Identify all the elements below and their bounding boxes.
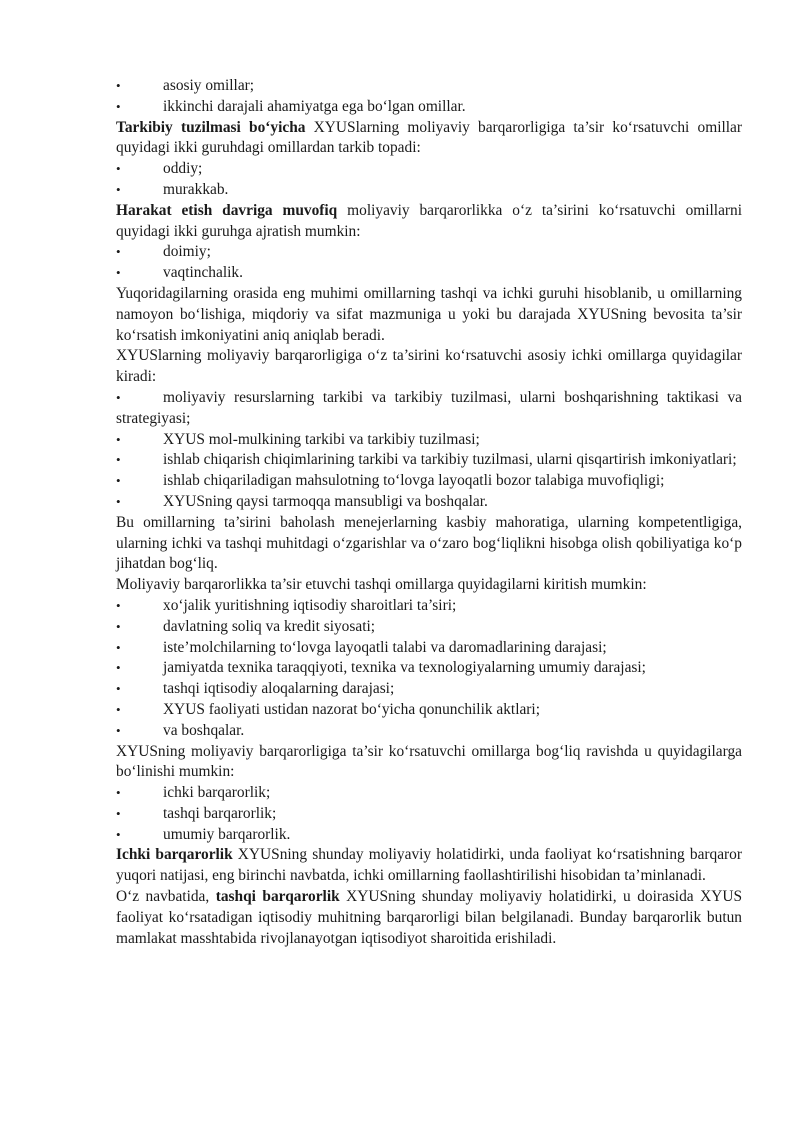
list-item-text: iste’molchilarning to‘lovga layoqatli talabi va daromadlarining darajasi; <box>163 638 607 656</box>
paragraph-bold-term: Ichki barqarorlik <box>116 846 233 864</box>
paragraph <box>116 887 742 949</box>
list-item <box>116 596 742 617</box>
list-item <box>116 804 742 825</box>
bullet-icon: • <box>116 161 121 177</box>
list-item <box>116 263 742 284</box>
bullet-icon: • <box>116 473 121 489</box>
list-item <box>116 617 742 638</box>
paragraph <box>116 845 742 887</box>
bullet-icon: • <box>116 98 121 114</box>
bullet-icon: • <box>116 805 121 821</box>
list-item <box>116 721 742 742</box>
list-item-text: murakkab. <box>163 180 229 198</box>
bullet-icon: • <box>116 785 121 801</box>
paragraph <box>116 346 742 388</box>
bullet-icon: • <box>116 660 121 676</box>
list-item <box>116 492 742 513</box>
bullet-icon: • <box>116 493 121 509</box>
list-item-text: tashqi iqtisodiy aloqalarning darajasi; <box>163 680 395 698</box>
bullet-icon: • <box>116 78 121 93</box>
list-item <box>116 783 742 804</box>
bullet-icon: • <box>116 431 121 447</box>
bullet-icon: • <box>116 265 121 281</box>
paragraph <box>116 284 742 346</box>
list-item-text: XYUS faoliyati ustidan nazorat bo‘yicha qonunchilik aktlari; <box>163 700 540 718</box>
paragraph-text: Moliyaviy barqarorlikka ta’sir etuvchi tashqi omillarga quyidagilarni kiritish mumkin: <box>116 576 647 594</box>
list-item-text: ichki barqarorlik; <box>163 784 271 802</box>
paragraph-text: XYUSning moliyaviy barqarorligiga ta’sir ko‘rsatuvchi omillarga bog‘liq ravishda u quyidagilarga bo‘linishi mumkin: <box>116 742 742 781</box>
list-item-text: XYUS mol-mulkining tarkibi va tarkibiy tuzilmasi; <box>163 430 480 448</box>
paragraph-lead-text: O‘z navbatida, <box>116 888 216 906</box>
list-item-text: va boshqalar. <box>163 721 245 739</box>
bullet-icon: • <box>116 244 121 260</box>
document-page <box>116 76 742 949</box>
paragraph <box>116 118 742 160</box>
list-item <box>116 471 742 492</box>
paragraph-text: Yuqoridagilarning orasida eng muhimi omillarning tashqi va ichki guruhi hisoblanib, u omillarning namoyon bo‘lishiga, miqdoriy va sifat mazmuniga u yoki bu darajada XYUSning bevosita ta’sir ko‘rsatish imkoniyatini aniq aniqlab beradi. <box>116 284 742 344</box>
paragraph-text: XYUSning shunday moliyaviy holatidirki, u doirasida XYUS faoliyat ko‘rsatadigan iqtisodiy muhitning barqarorligi bilan belgilanadi. Bunday barqarorlik butun mamlakat masshtabida rivojlanayotgan iqtisodiyot sharoitida erishiladi. <box>116 888 742 947</box>
list-item <box>116 76 742 97</box>
paragraph <box>116 575 742 596</box>
list-item-text: ikkinchi darajali ahamiyatga ega bo‘lgan omillar. <box>163 97 466 115</box>
list-item <box>116 700 742 721</box>
paragraph-text: XYUSlarning moliyaviy barqarorligiga o‘z ta’sirini ko‘rsatuvchi asosiy ichki omillarga quyidagilar kiradi: <box>116 347 742 386</box>
list-item <box>116 825 742 846</box>
list-item-text: asosiy omillar; <box>163 77 255 94</box>
list-item-text: ishlab chiqarish chiqimlarining tarkibi va tarkibiy tuzilmasi, ularni qisqartirish imkoniyatlari; <box>163 451 737 469</box>
bullet-icon: • <box>116 597 121 613</box>
list-item <box>116 388 742 430</box>
bullet-icon: • <box>116 389 121 405</box>
paragraph <box>116 513 742 575</box>
list-item <box>116 658 742 679</box>
bullet-icon: • <box>116 639 121 655</box>
list-item-text: oddiy; <box>163 160 203 178</box>
paragraph-text: XYUSning shunday moliyaviy holatidirki, unda faoliyat ko‘rsatishning barqaror yuqori natijasi, eng birinchi navbatda, ichki omillarning faollashtirilishi hisobidan ta’minlanadi. <box>116 846 742 885</box>
paragraph-bold-term: tashqi barqarorlik <box>215 888 340 906</box>
paragraph-bold-term: Harakat etish davriga muvofiq <box>116 201 338 219</box>
bullet-icon: • <box>116 701 121 717</box>
list-item-text: xo‘jalik yuritishning iqtisodiy sharoitlari ta’siri; <box>163 596 457 614</box>
bullet-icon: • <box>116 826 121 842</box>
bullet-icon: • <box>116 452 121 468</box>
list-item <box>116 159 742 180</box>
list-item <box>116 97 742 118</box>
paragraph <box>116 742 742 784</box>
list-item-text: ishlab chiqariladigan mahsulotning to‘lovga layoqatli bozor talabiga muvofiqligi; <box>163 472 665 490</box>
list-item-text: jamiyatda texnika taraqqiyoti, texnika va texnologiyalarning umumiy darajasi; <box>163 659 646 677</box>
list-item-text: umumiy barqarorlik. <box>163 825 291 843</box>
list-item <box>116 242 742 263</box>
list-item <box>116 450 742 471</box>
paragraph-text: XYUSlarning moliyaviy barqarorligiga ta’sir ko‘rsatuvchi omillar quyidagi ikki guruhdagi omillardan tarkib topadi: <box>116 118 742 157</box>
paragraph <box>116 201 742 243</box>
bullet-icon: • <box>116 681 121 697</box>
bullet-icon: • <box>116 181 121 197</box>
list-item-text: tashqi barqarorlik; <box>163 804 277 822</box>
list-item <box>116 430 742 451</box>
list-item <box>116 638 742 659</box>
paragraph-text: moliyaviy barqarorlikka o‘z ta’sirini ko‘rsatuvchi omillarni quyidagi ikki guruhga ajratish mumkin: <box>116 201 743 240</box>
list-item-text: XYUSning qaysi tarmoqqa mansubligi va boshqalar. <box>163 492 488 510</box>
list-item-text: doimiy; <box>163 243 211 261</box>
list-item-text: moliyaviy resurslarning tarkibi va tarkibiy tuzilmasi, ularni boshqarishning taktikasi va strategiyasi; <box>116 388 742 427</box>
list-item <box>116 679 742 700</box>
bullet-icon: • <box>116 618 121 634</box>
bullet-icon: • <box>116 722 121 738</box>
paragraph-text: Bu omillarning ta’sirini baholash menejerlarning kasbiy mahoratiga, ularning kompetentligiga, ularning ichki va tashqi muhitdagi o‘zgarishlar va o‘zaro bog‘liqlikni hisobga olish qobiliyatiga ko‘p jihatdan bog‘liq. <box>116 513 742 573</box>
list-item <box>116 180 742 201</box>
list-item-text: vaqtinchalik. <box>163 264 243 282</box>
list-item-text: davlatning soliq va kredit siyosati; <box>163 617 376 635</box>
paragraph-bold-term: Tarkibiy tuzilmasi bo‘yicha <box>116 118 306 136</box>
